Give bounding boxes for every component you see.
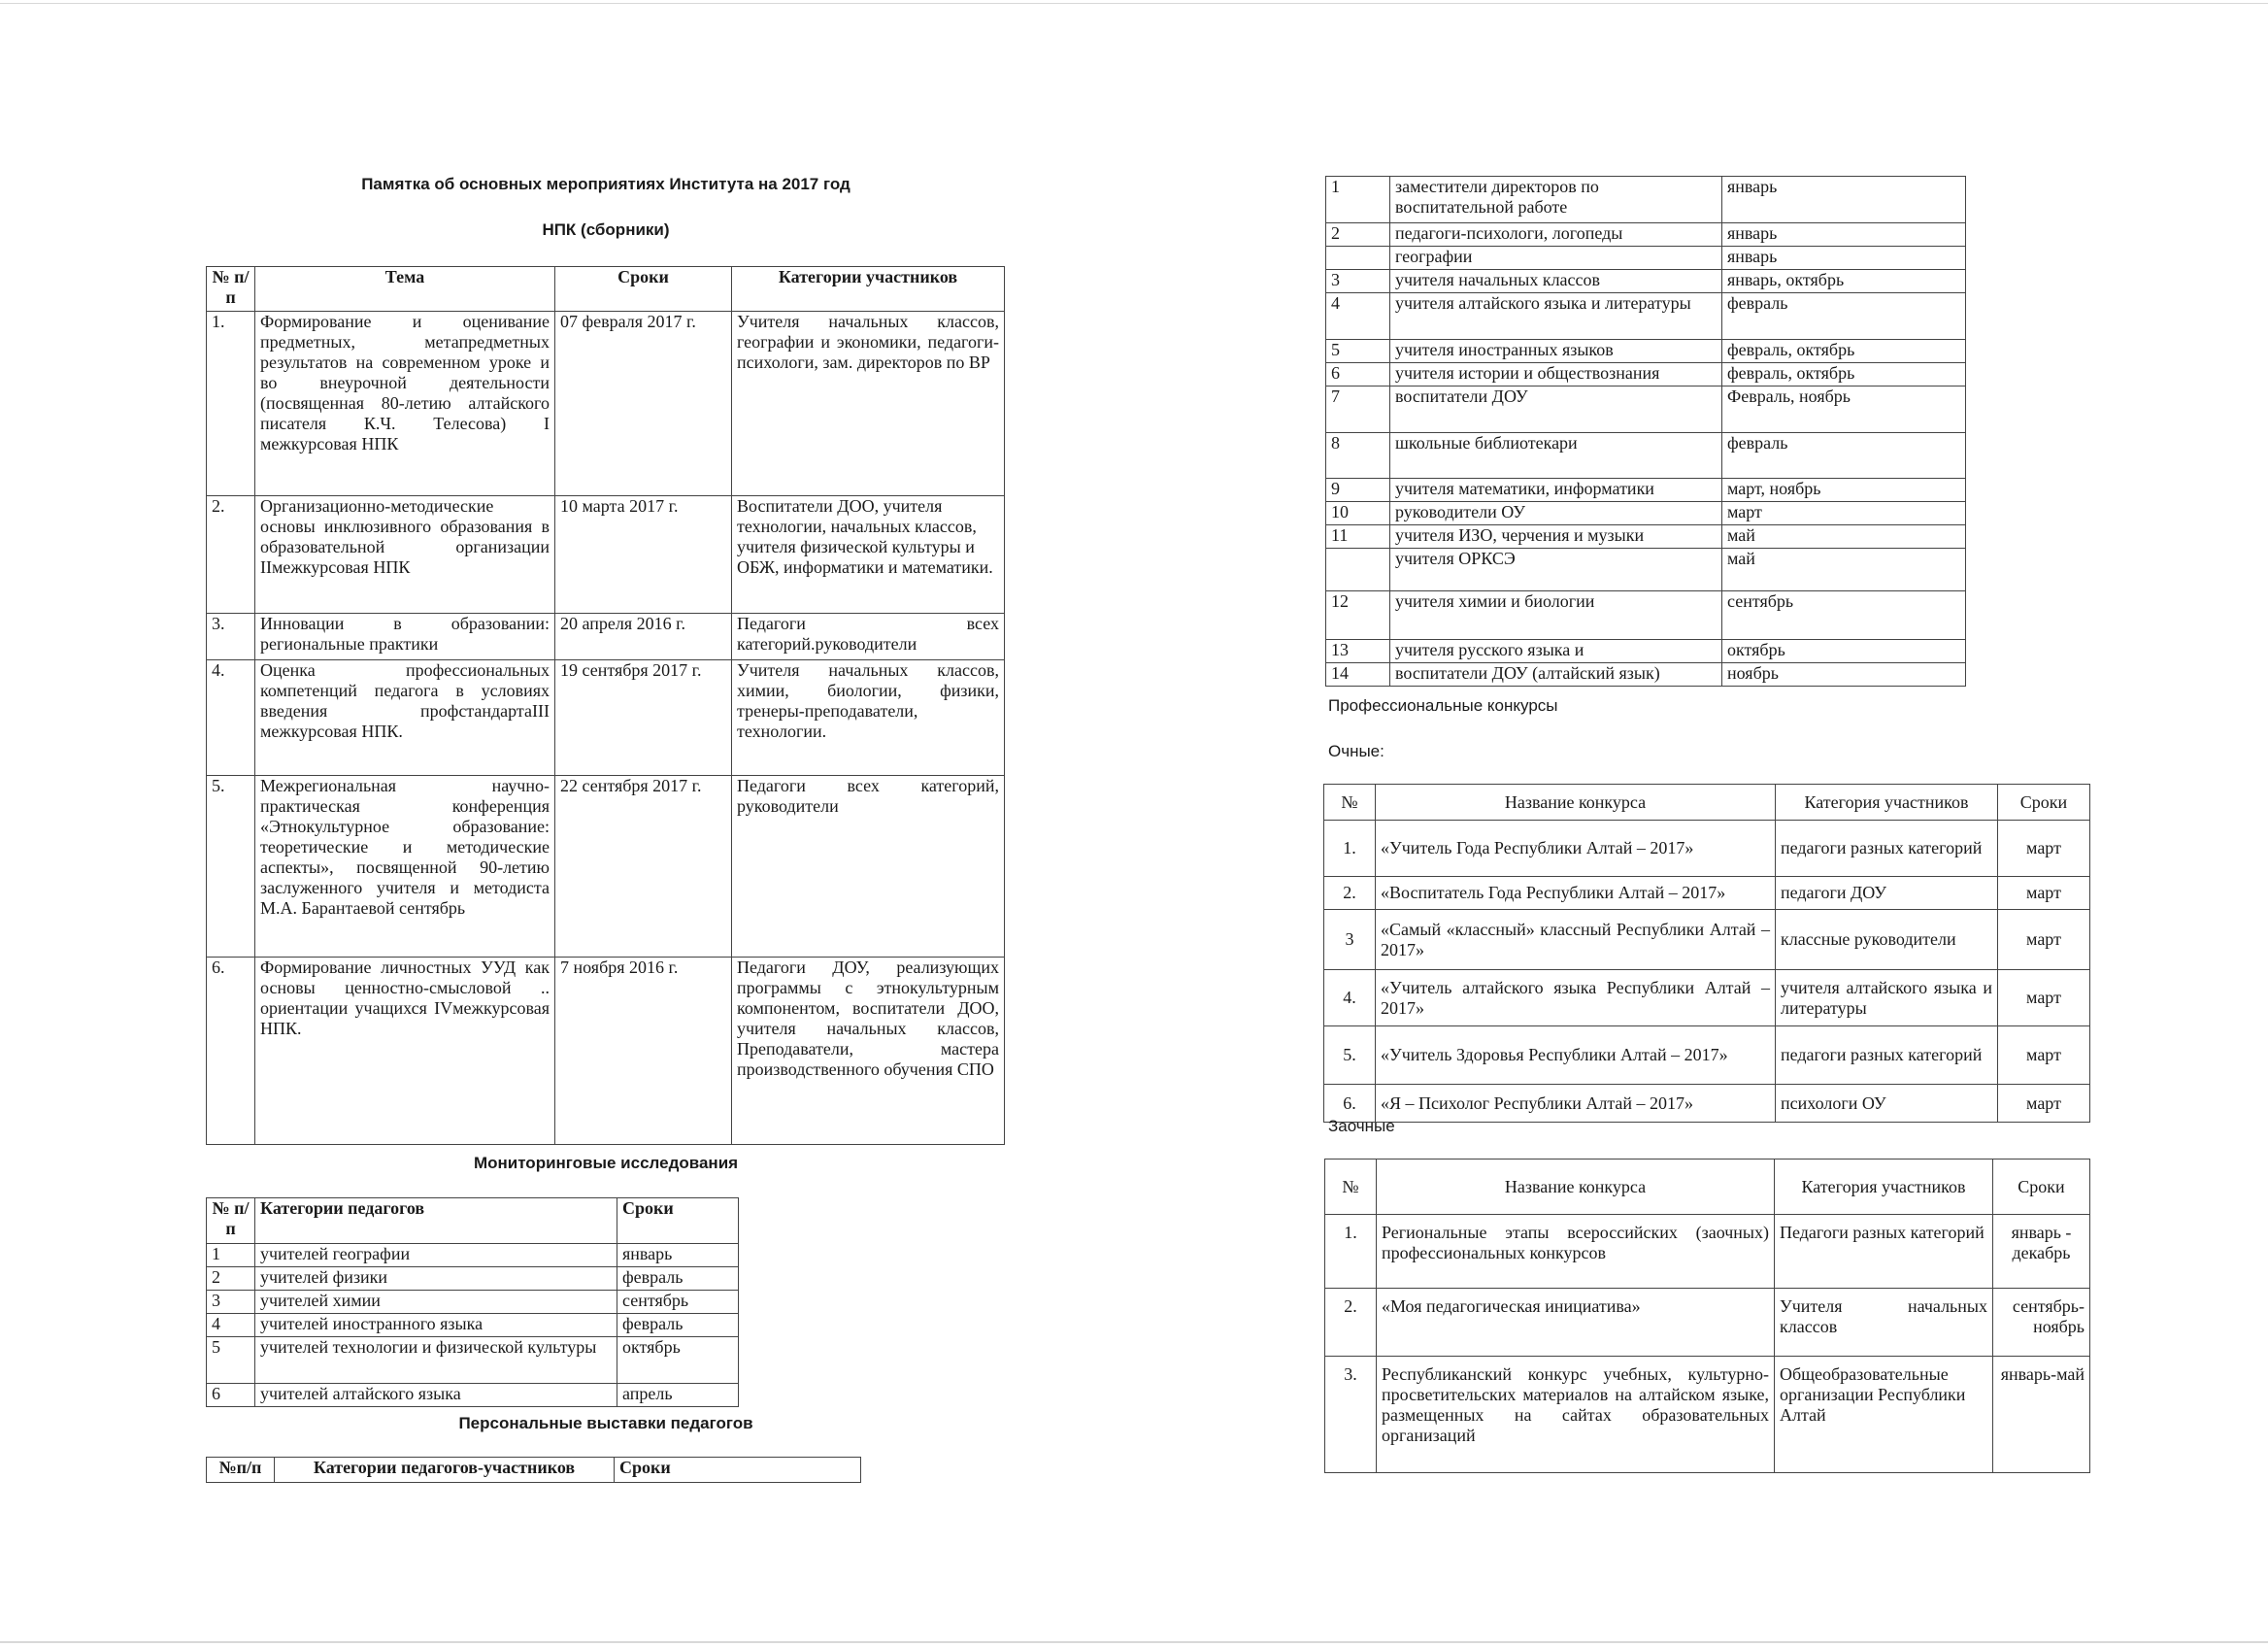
exhibition-category: географии xyxy=(1390,247,1722,270)
table-row xyxy=(1326,591,1966,640)
table-row xyxy=(1325,1289,2090,1357)
contest-name: «Учитель Здоровья Республики Алтай – 2017» xyxy=(1376,1026,1776,1085)
npk-topic: Формирование личностных УУД как основы ценностно-смысловой .. ориентации учащихся IVмежкурсовая НПК. xyxy=(255,958,555,1145)
npk-topic: Организационно-методические основы инклюзивного образования в образовательной организации IIмежкурсовая НПК xyxy=(255,496,555,614)
exhibitions-heading: Персональные выставки педагогов xyxy=(458,1414,753,1432)
npk-num: 4. xyxy=(207,660,255,776)
contest-header-period: Сроки xyxy=(1998,785,2090,821)
table-row xyxy=(1324,970,2090,1026)
contest-period: март xyxy=(1998,910,2090,970)
npk-participants: Педагоги всех категорий.руководители xyxy=(732,614,1005,660)
table-row xyxy=(1326,433,1966,479)
contest-num: 6. xyxy=(1324,1085,1376,1123)
npk-participants: Учителя начальных классов, химии, биологии, физики, тренеры-преподаватели, технологии. xyxy=(732,660,1005,776)
table-row xyxy=(207,1291,739,1314)
contest-category: педагоги ДОУ xyxy=(1776,877,1998,910)
exhibition-category: учителя алтайского языка и литературы xyxy=(1390,293,1722,340)
monitoring-category: учителей физики xyxy=(255,1267,617,1291)
exhibition-category: школьные библиотекари xyxy=(1390,433,1722,479)
table-row xyxy=(207,614,1005,660)
contests-heading: Профессиональные конкурсы xyxy=(1328,696,1558,715)
exhibition-period: январь, октябрь xyxy=(1722,270,1966,293)
npk-num: 5. xyxy=(207,776,255,958)
contest-name: «Воспитатель Года Республики Алтай – 2017» xyxy=(1376,877,1776,910)
contest-category: Педагоги разных категорий xyxy=(1775,1215,1993,1289)
exhibition-num: 1 xyxy=(1326,177,1390,223)
contest-period: март xyxy=(1998,1026,2090,1085)
exhibition-category: воспитатели ДОУ (алтайский язык) xyxy=(1390,663,1722,687)
contest-header-period: Сроки xyxy=(1993,1160,2090,1215)
exhibition-num xyxy=(1326,549,1390,591)
table-row xyxy=(207,776,1005,958)
monitoring-num: 2 xyxy=(207,1267,255,1291)
table-row xyxy=(1325,1215,2090,1289)
contest-name: Региональные этапы всероссийских (заочных) профессиональных конкурсов xyxy=(1377,1215,1775,1289)
contest-category: педагоги разных категорий xyxy=(1776,821,1998,877)
exhibition-category: учителя ИЗО, черчения и музыки xyxy=(1390,525,1722,549)
exhibitions-header-table xyxy=(206,1457,861,1483)
monitoring-num: 4 xyxy=(207,1314,255,1337)
exhibition-category: учителя ОРКСЭ xyxy=(1390,549,1722,591)
contest-period: март xyxy=(1998,821,2090,877)
monitoring-table xyxy=(206,1197,739,1407)
table-row xyxy=(1326,502,1966,525)
monitoring-header-category: Категории педагогов xyxy=(255,1198,617,1244)
scan-edge-bottom xyxy=(0,1641,2268,1643)
contest-name: «Я – Психолог Республики Алтай – 2017» xyxy=(1376,1085,1776,1123)
exhibition-category: учителя иностранных языков xyxy=(1390,340,1722,363)
contest-category: Общеобразовательные организации Республики Алтай xyxy=(1775,1357,1993,1473)
table-row xyxy=(1326,223,1966,247)
contests-fulltime-label: Очные: xyxy=(1328,742,1384,760)
npk-topic: Формирование и оценивание предметных, метапредметных результатов на современном уроке и во внеурочной деятельности (посвященная 80-летию алтайского писателя К.Ч. Телесова) I межкурсовая НПК xyxy=(255,312,555,496)
contest-name: «Моя педагогическая инициатива» xyxy=(1377,1289,1775,1357)
exhibition-category: воспитатели ДОУ xyxy=(1390,387,1722,433)
table-row xyxy=(1326,525,1966,549)
page-title: Памятка об основных мероприятиях Института на 2017 год xyxy=(361,175,850,193)
exhibition-period: ноябрь xyxy=(1722,663,1966,687)
contest-num: 1. xyxy=(1324,821,1376,877)
exhibition-num: 13 xyxy=(1326,640,1390,663)
table-row xyxy=(1324,877,2090,910)
contest-header-category: Категория участников xyxy=(1775,1160,1993,1215)
contest-category: учителя алтайского языка и литературы xyxy=(1776,970,1998,1026)
contest-num: 5. xyxy=(1324,1026,1376,1085)
exhibition-period: март, ноябрь xyxy=(1722,479,1966,502)
exhibition-period: май xyxy=(1722,525,1966,549)
npk-header-topic: Тема xyxy=(255,267,555,312)
exhibition-category: педагоги-психологи, логопеды xyxy=(1390,223,1722,247)
exhibitions-header-num: №п/п xyxy=(207,1458,275,1483)
exhibition-category: учителя математики, информатики xyxy=(1390,479,1722,502)
monitoring-category: учителей технологии и физической культуры xyxy=(255,1337,617,1384)
table-row xyxy=(1326,363,1966,387)
exhibition-period: февраль xyxy=(1722,433,1966,479)
exhibition-category: учителя русского языка и xyxy=(1390,640,1722,663)
contests-fulltime-header-row xyxy=(1324,785,2090,821)
exhibition-num: 9 xyxy=(1326,479,1390,502)
monitoring-period: сентябрь xyxy=(617,1291,739,1314)
contest-num: 2. xyxy=(1325,1289,1377,1357)
exhibition-num: 5 xyxy=(1326,340,1390,363)
npk-table xyxy=(206,266,1005,1145)
exhibition-period: октябрь xyxy=(1722,640,1966,663)
table-row xyxy=(1326,177,1966,223)
contest-name: Республиканский конкурс учебных, культурно-просветительских материалов на алтайском языке, размещенных на сайтах образовательных организаций xyxy=(1377,1357,1775,1473)
monitoring-num: 5 xyxy=(207,1337,255,1384)
table-row xyxy=(1326,549,1966,591)
npk-header-row xyxy=(207,267,1005,312)
exhibition-num: 3 xyxy=(1326,270,1390,293)
table-row xyxy=(207,312,1005,496)
exhibition-period: сентябрь xyxy=(1722,591,1966,640)
contest-header-num: № xyxy=(1324,785,1376,821)
exhibition-num xyxy=(1326,247,1390,270)
table-row xyxy=(207,496,1005,614)
contest-header-category: Категория участников xyxy=(1776,785,1998,821)
monitoring-category: учителей географии xyxy=(255,1244,617,1267)
exhibition-period: февраль xyxy=(1722,293,1966,340)
npk-participants: Учителя начальных классов, географии и экономики, педагоги-психологи, зам. директоров по ВР xyxy=(732,312,1005,496)
exhibitions-header-row xyxy=(207,1458,861,1483)
npk-header-date: Сроки xyxy=(555,267,732,312)
npk-date: 07 февраля 2017 г. xyxy=(555,312,732,496)
npk-header-participants: Категории участников xyxy=(732,267,1005,312)
npk-num: 3. xyxy=(207,614,255,660)
contest-period: март xyxy=(1998,877,2090,910)
exhibitions-header-period: Сроки xyxy=(615,1458,861,1483)
table-row xyxy=(1326,293,1966,340)
table-row xyxy=(1326,270,1966,293)
table-row xyxy=(1326,640,1966,663)
contest-num: 4. xyxy=(1324,970,1376,1026)
monitoring-header-num: № п/п xyxy=(207,1198,255,1244)
exhibition-period: февраль, октябрь xyxy=(1722,363,1966,387)
monitoring-header-row xyxy=(207,1198,739,1244)
contest-num: 2. xyxy=(1324,877,1376,910)
contest-header-name: Название конкурса xyxy=(1376,785,1776,821)
npk-date: 19 сентября 2017 г. xyxy=(555,660,732,776)
contests-correspondence-header-row xyxy=(1325,1160,2090,1215)
monitoring-category: учителей иностранного языка xyxy=(255,1314,617,1337)
table-row xyxy=(1326,479,1966,502)
monitoring-header-period: Сроки xyxy=(617,1198,739,1244)
exhibition-num: 6 xyxy=(1326,363,1390,387)
monitoring-period: октябрь xyxy=(617,1337,739,1384)
contests-correspondence-label: Заочные xyxy=(1328,1117,1395,1135)
monitoring-period: апрель xyxy=(617,1384,739,1407)
exhibition-num: 4 xyxy=(1326,293,1390,340)
table-row xyxy=(1326,663,1966,687)
monitoring-category: учителей химии xyxy=(255,1291,617,1314)
exhibition-category: учителя истории и обществознания xyxy=(1390,363,1722,387)
npk-num: 1. xyxy=(207,312,255,496)
contests-fulltime-table xyxy=(1323,784,2090,1123)
contest-name: «Учитель алтайского языка Республики Алтай – 2017» xyxy=(1376,970,1776,1026)
npk-header-num: № п/п xyxy=(207,267,255,312)
contest-num: 1. xyxy=(1325,1215,1377,1289)
exhibition-period: февраль, октябрь xyxy=(1722,340,1966,363)
exhibition-period: март xyxy=(1722,502,1966,525)
contest-period: март xyxy=(1998,970,2090,1026)
table-row xyxy=(1324,1026,2090,1085)
npk-heading: НПК (сборники) xyxy=(542,220,670,239)
table-row xyxy=(207,660,1005,776)
npk-topic: Оценка профессиональных компетенций педагога в условиях введения профстандартаIII межкурсовая НПК. xyxy=(255,660,555,776)
exhibition-num: 14 xyxy=(1326,663,1390,687)
exhibition-num: 7 xyxy=(1326,387,1390,433)
npk-date: 10 марта 2017 г. xyxy=(555,496,732,614)
npk-participants: Педагоги всех категорий, руководители xyxy=(732,776,1005,958)
monitoring-num: 6 xyxy=(207,1384,255,1407)
scan-edge-top xyxy=(0,3,2268,4)
contest-header-num: № xyxy=(1325,1160,1377,1215)
npk-date: 20 апреля 2016 г. xyxy=(555,614,732,660)
exhibition-period: январь xyxy=(1722,223,1966,247)
contest-category: Учителя начальных классов xyxy=(1775,1289,1993,1357)
npk-participants: Педагоги ДОУ, реализующих программы с этнокультурным компонентом, воспитатели ДОО, учителя начальных классов, Преподаватели, мастера производственного обучения СПО xyxy=(732,958,1005,1145)
table-row xyxy=(1326,340,1966,363)
table-row xyxy=(1325,1357,2090,1473)
table-row xyxy=(207,1337,739,1384)
npk-participants: Воспитатели ДОО, учителя технологии, начальных классов, учителя физической культуры и ОБЖ, информатики и математики. xyxy=(732,496,1005,614)
contest-name: «Учитель Года Республики Алтай – 2017» xyxy=(1376,821,1776,877)
contest-num: 3 xyxy=(1324,910,1376,970)
monitoring-heading: Мониторинговые исследования xyxy=(473,1154,739,1172)
exhibition-category: учителя начальных классов xyxy=(1390,270,1722,293)
table-row xyxy=(1326,247,1966,270)
exhibition-period: Февраль, ноябрь xyxy=(1722,387,1966,433)
table-row xyxy=(1324,910,2090,970)
monitoring-category: учителей алтайского языка xyxy=(255,1384,617,1407)
table-row xyxy=(1324,1085,2090,1123)
exhibition-num: 2 xyxy=(1326,223,1390,247)
contest-num: 3. xyxy=(1325,1357,1377,1473)
npk-topic: Инновации в образовании: региональные практики xyxy=(255,614,555,660)
monitoring-period: январь xyxy=(617,1244,739,1267)
npk-num: 6. xyxy=(207,958,255,1145)
exhibition-category: учителя химии и биологии xyxy=(1390,591,1722,640)
monitoring-num: 1 xyxy=(207,1244,255,1267)
contest-period: январь-май xyxy=(1993,1357,2090,1473)
monitoring-period: февраль xyxy=(617,1267,739,1291)
contest-name: «Самый «классный» классный Республики Алтай – 2017» xyxy=(1376,910,1776,970)
contest-category: педагоги разных категорий xyxy=(1776,1026,1998,1085)
contests-correspondence-table xyxy=(1324,1159,2090,1473)
table-row xyxy=(207,1384,739,1407)
npk-date: 7 ноября 2016 г. xyxy=(555,958,732,1145)
exhibitions-continued-table xyxy=(1325,176,1966,687)
exhibition-period: январь xyxy=(1722,247,1966,270)
exhibition-period: май xyxy=(1722,549,1966,591)
exhibition-num: 12 xyxy=(1326,591,1390,640)
table-row xyxy=(1324,821,2090,877)
monitoring-period: февраль xyxy=(617,1314,739,1337)
exhibition-category: заместители директоров по воспитательной работе xyxy=(1390,177,1722,223)
monitoring-num: 3 xyxy=(207,1291,255,1314)
exhibitions-header-category: Категории педагогов-участников xyxy=(275,1458,615,1483)
table-row xyxy=(1326,387,1966,433)
contest-category: психологи ОУ xyxy=(1776,1085,1998,1123)
contest-category: классные руководители xyxy=(1776,910,1998,970)
table-row xyxy=(207,1267,739,1291)
contest-period: сентябрь-ноябрь xyxy=(1993,1289,2090,1357)
exhibition-period: январь xyxy=(1722,177,1966,223)
npk-topic: Межрегиональная научно-практическая конференция «Этнокультурное образование: теоретические и методические аспекты», посвященной 90-летию заслуженного учителя и методиста М.А. Барантаевой сентябрь xyxy=(255,776,555,958)
contest-period: январь - декабрь xyxy=(1993,1215,2090,1289)
exhibition-num: 11 xyxy=(1326,525,1390,549)
exhibition-category: руководители ОУ xyxy=(1390,502,1722,525)
exhibition-num: 10 xyxy=(1326,502,1390,525)
table-row xyxy=(207,1314,739,1337)
table-row xyxy=(207,1244,739,1267)
npk-date: 22 сентября 2017 г. xyxy=(555,776,732,958)
exhibition-num: 8 xyxy=(1326,433,1390,479)
contest-period: март xyxy=(1998,1085,2090,1123)
npk-num: 2. xyxy=(207,496,255,614)
table-row xyxy=(207,958,1005,1145)
contest-header-name: Название конкурса xyxy=(1377,1160,1775,1215)
